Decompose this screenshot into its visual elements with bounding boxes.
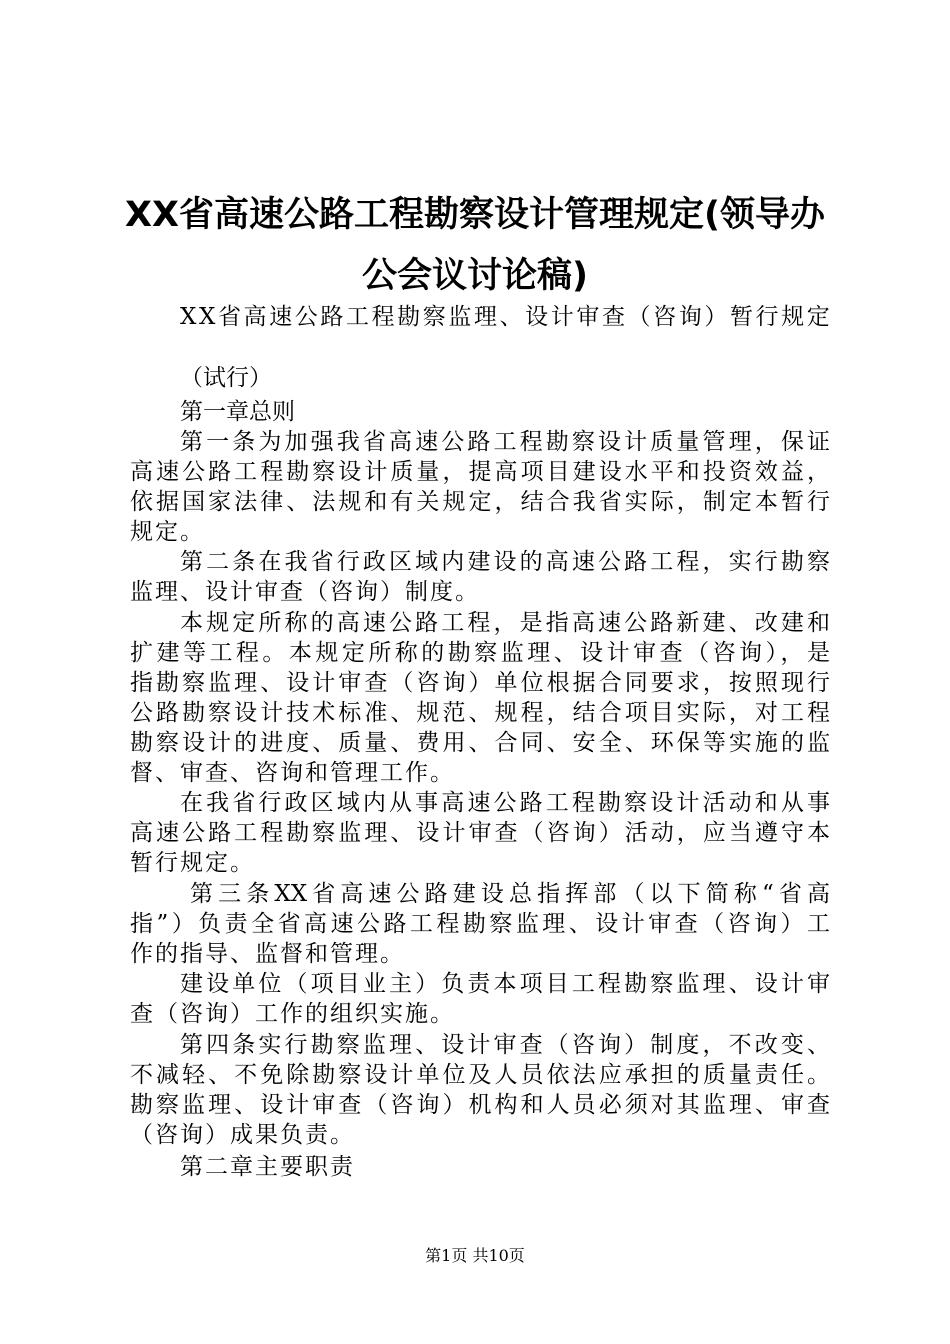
body-line: 勘察监理、设计审查（咨询）机构和人员必须对其监理、审查 [130, 1092, 830, 1118]
body-line: 规定。 [130, 519, 205, 545]
body-line: 不减轻、不免除勘察设计单位及人员依法应承担的质量责任。 [130, 1062, 830, 1088]
chapter-heading-1: 第一章总则 [180, 399, 295, 425]
body-line: 建设单位（项目业主）负责本项目工程勘察监理、设计审 [180, 971, 830, 997]
body-line: 在我省行政区域内从事高速公路工程勘察设计活动和从事 [180, 790, 830, 816]
body-line: 第二条在我省行政区域内建设的高速公路工程，实行勘察 [180, 549, 830, 575]
chapter-heading-2: 第二章主要职责 [180, 1154, 355, 1180]
document-title-line-2: 公会议讨论稿) [362, 256, 588, 296]
body-line: 高速公路工程勘察设计质量，提高项目建设水平和投资效益， [130, 459, 830, 485]
document-subtitle: XX省高速公路工程勘察监理、设计审查（咨询）暂行规定 [180, 304, 833, 330]
body-line: 本规定所称的高速公路工程，是指高速公路新建、改建和 [180, 610, 830, 636]
body-line: 督、审查、咨询和管理工作。 [130, 760, 455, 786]
body-line: 监理、设计审查（咨询）制度。 [130, 579, 480, 605]
page-footer: 第1页 共10页 [425, 1246, 525, 1265]
body-line: （咨询）成果负责。 [130, 1122, 355, 1148]
body-line: 暂行规定。 [130, 850, 255, 876]
body-line: 公路勘察设计技术标准、规范、规程，结合项目实际，对工程 [130, 700, 830, 726]
body-line: 第三条XX省高速公路建设总指挥部（以下简称“省高 [190, 881, 830, 907]
body-line: 高速公路工程勘察监理、设计审查（咨询）活动，应当遵守本 [130, 820, 830, 846]
body-line: 扩建等工程。本规定所称的勘察监理、设计审查（咨询），是 [130, 640, 830, 666]
body-line: 勘察设计的进度、质量、费用、合同、安全、环保等实施的监 [130, 730, 830, 756]
document-title-line-1: XX省高速公路工程勘察设计管理规定(领导办 [125, 195, 825, 235]
body-line: 第一条为加强我省高速公路工程勘察设计质量管理，保证 [180, 429, 830, 455]
body-line: 第四条实行勘察监理、设计审查（咨询）制度，不改变、 [180, 1032, 830, 1058]
body-line: 指勘察监理、设计审查（咨询）单位根据合同要求，按照现行 [130, 670, 830, 696]
body-line: 作的指导、监督和管理。 [130, 941, 405, 967]
body-line: 依据国家法律、法规和有关规定，结合我省实际，制定本暂行 [130, 489, 830, 515]
trial-label: （试行） [180, 365, 272, 391]
body-line: 指”）负责全省高速公路工程勘察监理、设计审查（咨询）工 [130, 911, 830, 937]
body-line: 查（咨询）工作的组织实施。 [130, 1001, 455, 1027]
